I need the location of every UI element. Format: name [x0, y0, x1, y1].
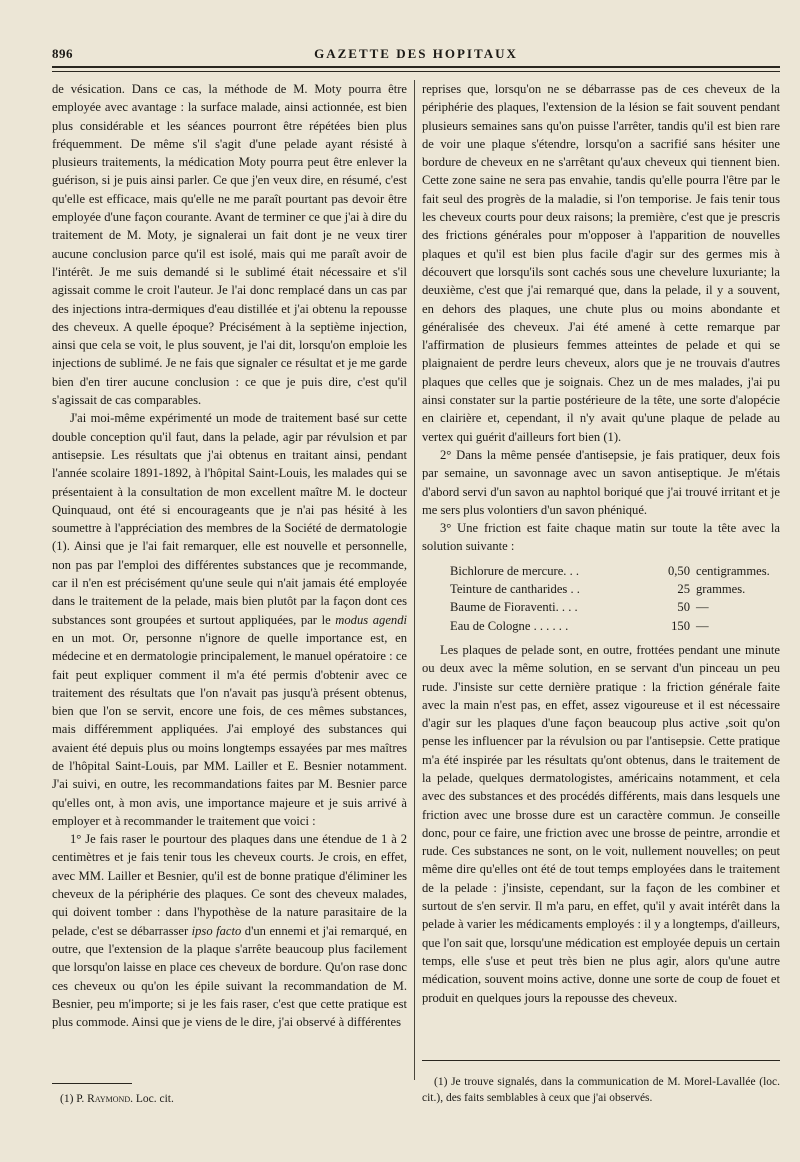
left-paragraph-1: de vésication. Dans ce cas, la méthode de M. Moty pourra être employée avec avantage : la surface malade, ainsi actionnée, est bien plus considérable et les séances pourront être répétées bien plus fréquemment. De même s'il s'agit d'une pelade ayant résisté à plusieurs traitements, la médication Moty pourra peut être enlever la guérison, si je puis ainsi parler. Ce que j'en veux dire, en résumé, c'est qu'elle est efficace, mais qu'elle ne me paraît pourtant pas devoir être employée d'une façon courante. Avant de terminer ce que j'ai à dire du traitement de M. Moty, je signalerai un fait dont je ne veux tirer aucune conclusion parce qu'il est isolé, mais qui me paraît avoir de l'intérêt. Je me suis demandé si le sublimé était nécessaire et s'il agissait comme le croit l'auteur. Je l'ai donc remplacé dans un cas par des injections intra-dermiques d'eau distillée et j'ai obtenu la repousse des cheveux. A quelle époque? Précisément à la septième injection, ainsi que cela se voit, le plus souvent, je l'ai dit, lorsqu'on emploie les injections de sublimé. Je ne fais que signaler ce résultat et je me garde bien d'en tirer aucune conclusion : ce que je puis dire, c'est qu'il s'agissait de cas comparables. — [52, 82, 407, 408]
footnote-left-rest: . Loc. cit. — [130, 1093, 174, 1105]
page-header — [52, 44, 780, 66]
left-paragraph-2-italic: modus agendi — [335, 612, 407, 627]
left-paragraph-2-mid: . Ainsi que je l'ai fait remarquer, elle est nouvelle et personnelle, non pas par l'emploi des différentes substances que je recommande, car il n'en est précisément qu'une seule qui n'ait jamais été employée dans le traitement de la pelade, mais bien plutôt par la façon dont ces substances sont groupées et surtout appliquées, par le — [52, 539, 407, 627]
right-paragraph-3: 3° Une friction est faite chaque matin sur toute la tête avec la solution suivante : — [422, 521, 780, 554]
right-paragraph-1-end: . — [618, 429, 622, 444]
left-paragraph-3-italic: ipso facto — [191, 923, 242, 938]
footnote-right-text: (1) Je trouve signalés, dans la communication de M. Morel-Lavallée (loc. cit.), des faits semblables à ceux que j'ai observés. — [422, 1076, 780, 1104]
recipe-ingredient: Teinture de cantharides . . — [450, 582, 580, 597]
recipe-ingredient: Eau de Cologne . . . . . . — [450, 618, 569, 633]
right-paragraph-2: 2° Dans la même pensée d'antisepsie, je fais pratiquer, deux fois par semaine, un savonnage avec un savon antiseptique. Je m'étais d'abord servi d'un savon au naphtol boriqué que j'ai trouvé irritant et je me sers plus volontiers d'un savon phéniqué. — [422, 447, 780, 517]
header-rule-thin — [52, 71, 780, 72]
left-paragraph-3-end: d'un ennemi et j'ai remarqué, en outre, que l'extension de la plaque s'arrête beaucoup plus facilement que lorsqu'on laisse en place ces cheveux de bordure. Qu'on rase donc ces cheveux ou qu'on les épile suivant la recommandation de M. Besnier, peu m'importe; si je les fais raser, c'est que cette pratique est plus commode. Ainsi que je viens de le dire, j'ai observé à différentes — [52, 923, 407, 1030]
footnote-left-author: P. Raymond — [76, 1093, 131, 1105]
footnote-ref-right[interactable]: (1) — [603, 429, 619, 444]
footnote-left-number: (1) — [60, 1093, 74, 1105]
recipe-ingredient: Baume de Fioraventi. . . . — [450, 600, 578, 615]
recipe-row — [450, 598, 770, 616]
recipe-row — [450, 562, 770, 580]
recipe-unit: centigrammes. — [696, 563, 770, 578]
recipe-row — [450, 580, 770, 598]
recipe-quantity: 50 — [677, 600, 690, 615]
left-paragraph-2-end: en un mot. Or, personne n'ignore de quelle importance est, en médecine et en dermatologie principalement, le manuel opératoire : ce fait peut expliquer comment il m'a été permis d'obtenir avec ce traitement des résultats que l'on n'avait pas jusqu'à présent obtenus, bien que l'on se servit, encore une fois, de ces mêmes substances, mais différemment appliquées. J'ai employé des substances qui avaient été depuis plus ou moins longtemps essayées par mes maîtres de l'hôpital Saint-Louis, par MM. Lailler et E. Besnier notamment. J'ai suivi, en outre, les recommandations faites par M. Besnier parce qu'elles ont, à mon avis, une importance majeure et je suis arrivé à employer et à recommander le traitement que voici : — [52, 630, 407, 828]
column-divider — [414, 80, 415, 1080]
left-column — [52, 80, 407, 1031]
left-paragraph-3-start: 1° Je fais raser le pourtour des plaques dans une étendue de 1 à 2 centimètres et je fais tenir tous les cheveux courts. Je crois, en effet, avec MM. Lailler et Besnier, qu'il est de bonne pratique d'éliminer les cheveux de la périphérie des plaques. Ce sont des cheveux malades, qui doivent tomber : dans l'hypothèse de la nature parasitaire de la pelade, c'est se débarrasser — [52, 832, 407, 938]
right-paragraph-1-start: reprises que, lorsqu'on ne se débarrasse pas de ces cheveux de la périphérie des plaques, l'extension de la lésion se fait souvent pendant plusieurs semaines sans qu'on puisse l'arrêter, tandis qu'il est bien rare de voir une plaque s'étendre, lorsqu'on a sacrifié sans hésiter une bordure de cheveux en ne s'arrêtant qu'aux cheveux qui tiennent bien. Cette zone saine ne sera pas envahie, tandis qu'elle pourra l'être par le fait seul des progrès de la maladie, si l'on temporise. Je fais tenir tous les cheveux courts pour deux raisons; la première, c'est que je prescris des frictions générales pour m'opposer à l'apparition de nouvelles plaques et qu'il est bien plus facile d'agir sur des germes mis à découvert que lorsqu'ils sont cachés sous une chevelure luxuriante; la deuxième, c'est que j'ai remarqué que, dans la pelade, il y a souvent, en dehors des plaques, une chute plus ou moins abondante et généralisée des cheveux. J'ai été amené à cette remarque par l'affirmation de plusieurs femmes atteintes de pelade et qui se plaignaient de perdre leurs cheveux, alors que je ne trouvais d'autres plaques que celles que je soignais. Chez un de mes malades, j'ai pu ainsi constater sur la partie postérieure de la tête, une sorte d'alopécie en clairière et, cependant, il n'y avait qu'une plaque de pelade au vertex qui guérit d'ailleurs fort bien — [422, 82, 780, 444]
footnote-rule-right — [422, 1060, 780, 1061]
footnote-right — [422, 1074, 780, 1106]
recipe-quantity: 150 — [671, 618, 690, 633]
recipe-unit: — — [696, 618, 709, 633]
footnote-left — [60, 1093, 174, 1105]
right-paragraph-1 — [422, 80, 780, 446]
recipe-quantity: 25 — [677, 582, 690, 597]
recipe-unit: grammes. — [696, 582, 746, 597]
footnote-rule-left — [52, 1083, 132, 1084]
left-paragraph-2-start: J'ai moi-même expérimenté un mode de traitement basé sur cette double conception qu'il faut, dans la pelade, agir par révulsion et par antisepsie. Les résultats que j'ai obtenus en traitant ainsi, pendant l'année scolaire 1891-1892, à l'hôpital Saint-Louis, les malades qui se présentaient à la consultation de mon excellent maître M. le docteur Quinquaud, ont été si encourageants que je n'ai pas hésité à les soumettre à l'appréciation des membres de la Société de dermatologie — [52, 411, 407, 536]
journal-title: GAZETTE DES HOPITAUX — [314, 46, 518, 61]
left-paragraph-2 — [52, 409, 407, 830]
right-paragraph-4: Les plaques de pelade sont, en outre, frottées pendant une minute ou deux avec la même solution, en se servant d'un pinceau un peu rude. J'insiste sur cette dernière pratique : la friction générale faite avec la main n'est pas, en effet, assez vigoureuse et il est nécessaire d'agir sur les plaques d'une façon beaucoup plus active ,soit qu'on pense les influencer par la révulsion ou par l'antisepsie. Cette pratique m'a été inspirée par les résultats qu'ont obtenus, dans le traitement de la pelade, quelques dermatologistes, américains notamment, et cela avec des substances et des procédés différents, mais dans lesquels une friction avec une brosse dure est un caractère commun. Je conseille donc, pour ce faire, une friction avec une brosse de peintre, arrondie et rude. Ces substances ne sont, on le voit, nullement nouvelles; on peut même dire qu'elles ont été de tout temps employées dans le traitement de la pelade : j'insiste, cependant, sur la façon de les combiner et surtout de s'en servir. Il m'a paru, en effet, qu'il y avait intérêt dans la pelade à varier les médicaments employés : il y a longtemps, d'ailleurs, que l'on sait que, lorsqu'une médication est employée depuis un certain temps, elle s'use et peut très bien ne plus agir, alors qu'une autre médication, souvent moins active, donne une sorte de coup de fouet et produit en quelques jours la repousse des cheveux. — [422, 642, 780, 1005]
recipe-unit: — — [696, 600, 709, 615]
recipe-row — [450, 617, 770, 635]
header-rule-thick — [52, 66, 780, 68]
page-number: 896 — [52, 46, 73, 61]
recipe-table — [450, 562, 770, 635]
recipe-ingredient: Bichlorure de mercure. . . — [450, 563, 580, 578]
footnote-ref-left[interactable]: (1) — [52, 539, 67, 554]
left-paragraph-3 — [52, 830, 407, 1031]
recipe-quantity: 0,50 — [667, 563, 690, 578]
right-column — [422, 80, 780, 1007]
